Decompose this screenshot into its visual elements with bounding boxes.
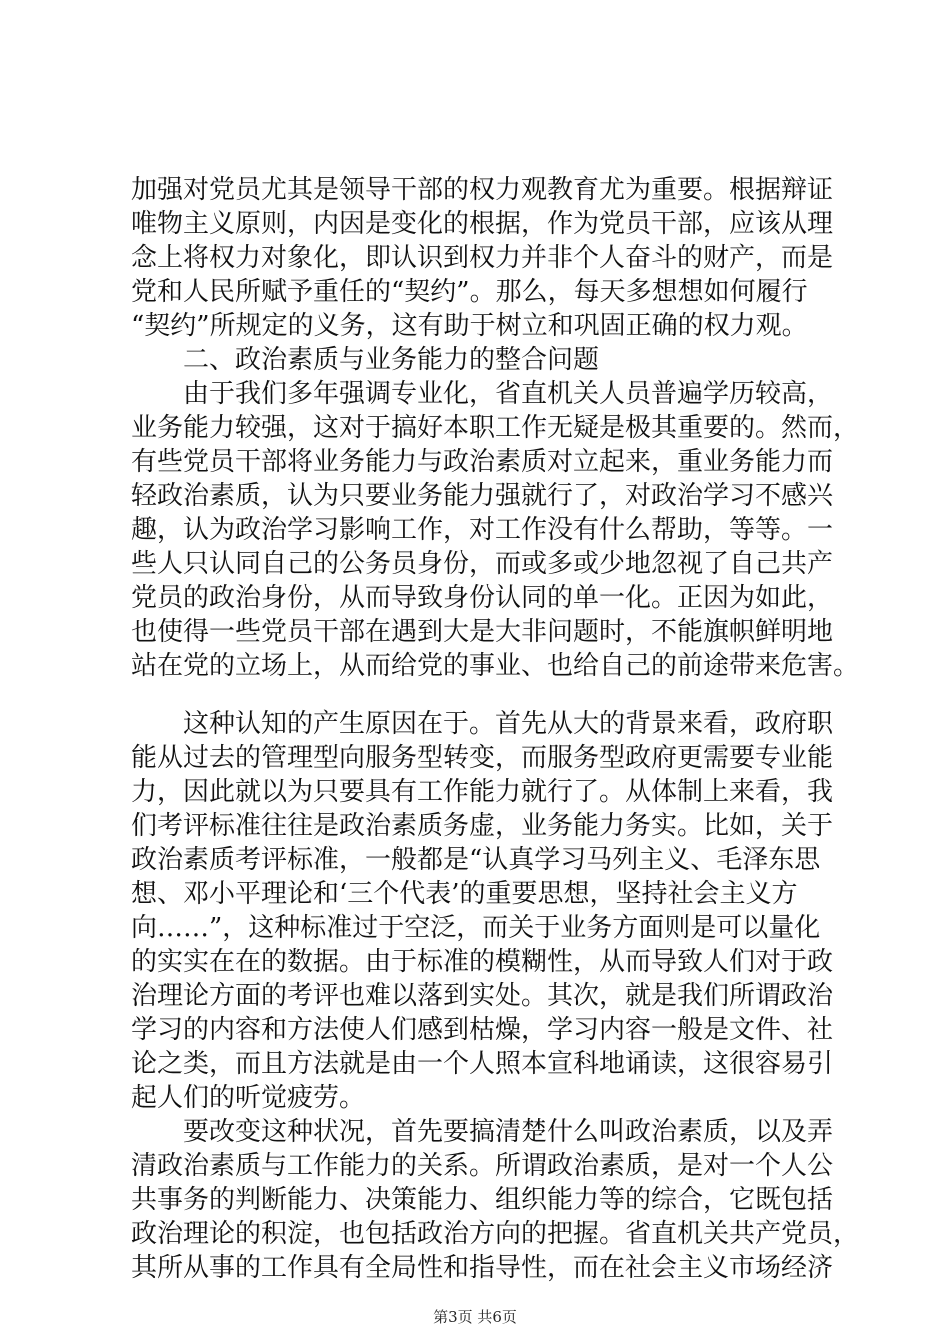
text-line: 要改变这种状况，首先要搞清楚什么叫政治素质，以及弄 [183, 1117, 834, 1147]
text-line: 们考评标准往往是政治素质务虚，业务能力务实。比如，关于 [131, 811, 834, 841]
text-line: 趣，认为政治学习影响工作，对工作没有什么帮助，等等。一 [131, 515, 834, 545]
text-line: 想、邓小平理论和‘三个代表’的重要思想，坚持社会主义方 [131, 879, 798, 909]
text-line: 有些党员干部将业务能力与政治素质对立起来，重业务能力而 [131, 447, 834, 477]
text-line: 加强对党员尤其是领导干部的权力观教育尤为重要。根据辩证 [131, 175, 834, 205]
text-line: 党和人民所赋予重任的“契约”。那么，每天多想想如何履行 [131, 277, 808, 307]
text-line: 的实实在在的数据。由于标准的模糊性，从而导致人们对于政 [131, 947, 834, 977]
text-line: “契约”所规定的义务，这有助于树立和巩固正确的权力观。 [131, 311, 808, 341]
text-line: 论之类，而且方法就是由一个人照本宣科地诵读，这很容易引 [131, 1049, 834, 1079]
text-line: 治理论方面的考评也难以落到实处。其次，就是我们所谓政治 [131, 981, 834, 1011]
text-line: 向……”，这种标准过于空泛，而关于业务方面则是可以量化 [131, 913, 821, 943]
text-line: 些人只认同自己的公务员身份，而或多或少地忽视了自己共产 [131, 549, 834, 579]
text-line: 业务能力较强，这对于搞好本职工作无疑是极其重要的。然而， [131, 413, 860, 443]
text-line: 力，因此就以为只要具有工作能力就行了。从体制上来看，我 [131, 777, 834, 807]
text-line: 唯物主义原则，内因是变化的根据，作为党员干部，应该从理 [131, 209, 834, 239]
text-line: 轻政治素质，认为只要业务能力强就行了，对政治学习不感兴 [131, 481, 834, 511]
text-line: 念上将权力对象化，即认识到权力并非个人奋斗的财产，而是 [131, 243, 834, 273]
text-line: 其所从事的工作具有全局性和指导性，而在社会主义市场经济 [131, 1253, 834, 1283]
text-line: 由于我们多年强调专业化，省直机关人员普遍学历较高， [183, 379, 834, 409]
section-heading: 二、政治素质与业务能力的整合问题 [183, 345, 600, 375]
text-line: 能从过去的管理型向服务型转变，而服务型政府更需要专业能 [131, 743, 834, 773]
text-line: 清政治素质与工作能力的关系。所谓政治素质，是对一个人公 [131, 1151, 834, 1181]
text-line: 党员的政治身份，从而导致身份认同的单一化。正因为如此， [131, 583, 834, 613]
text-line: 站在党的立场上，从而给党的事业、也给自己的前途带来危害。 [131, 651, 860, 681]
page-number: 第3页 共6页 [433, 1308, 517, 1326]
text-line: 起人们的听觉疲劳。 [131, 1083, 366, 1113]
text-line: 共事务的判断能力、决策能力、组织能力等的综合，它既包括 [131, 1185, 834, 1215]
text-line: 这种认知的产生原因在于。首先从大的背景来看，政府职 [183, 709, 834, 739]
text-line: 政治素质考评标准，一般都是“认真学习马列主义、毛泽东思 [131, 845, 821, 875]
text-line: 学习的内容和方法使人们感到枯燥，学习内容一般是文件、社 [131, 1015, 834, 1045]
text-line: 也使得一些党员干部在遇到大是大非问题时，不能旗帜鲜明地 [131, 617, 834, 647]
text-line: 政治理论的积淀，也包括政治方向的把握。省直机关共产党员， [131, 1219, 860, 1249]
